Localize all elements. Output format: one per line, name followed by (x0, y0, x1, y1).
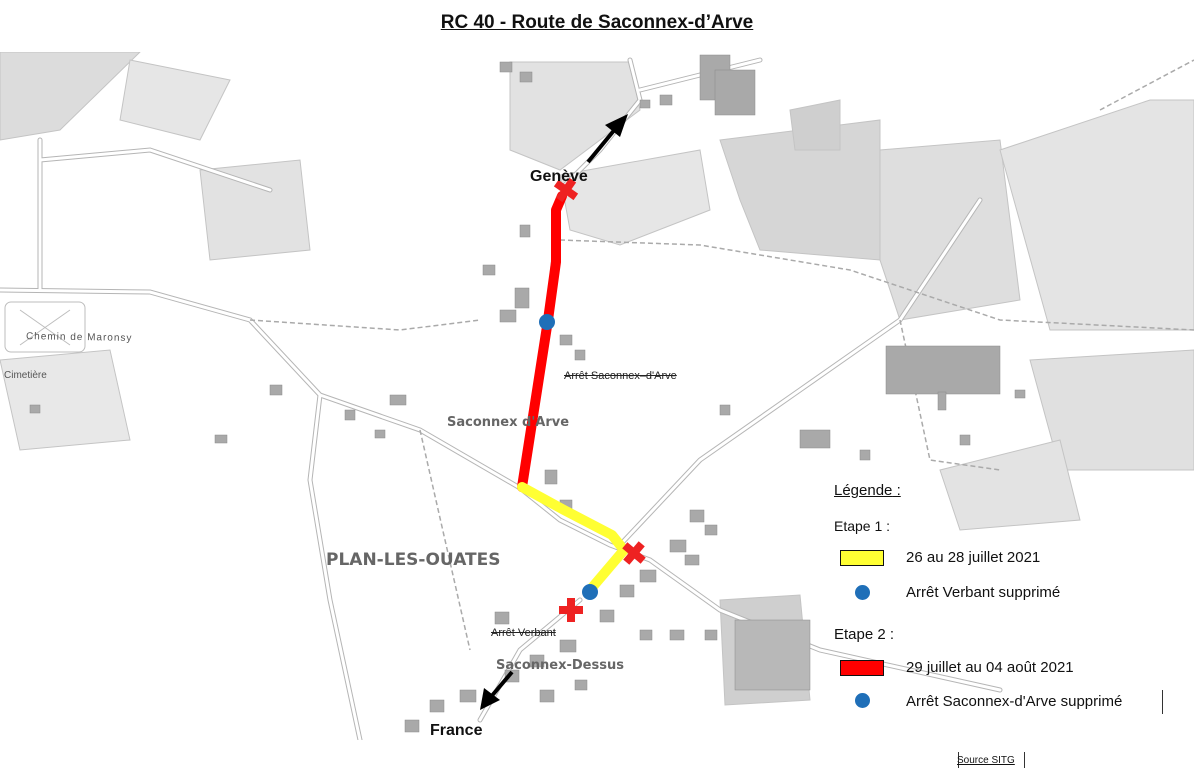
legend-step1-label: Etape 1 : (834, 518, 891, 534)
legend-stage1-period: 26 au 28 juillet 2021 (906, 549, 1041, 566)
stage2-road-segment (522, 196, 562, 487)
legend-stop-verbant-dot (855, 585, 870, 600)
legend-stop-saconnex-text: Arrêt Saconnex-d'Arve supprimé (906, 693, 1123, 710)
legend-stop-verbant-text: Arrêt Verbant supprimé (906, 584, 1061, 601)
map-title: RC 40 - Route de Saconnex-d’Arve (440, 12, 754, 33)
label-chemin-maronsy: Chemin de Maronsy (25, 331, 133, 344)
label-plan-les-ouates: PLAN-LES-OUATES (326, 550, 501, 570)
bus-stop-verbant-marker[interactable] (582, 584, 598, 600)
label-saconnex-dessus: Saconnex-Dessus (496, 658, 624, 673)
source-bar-right (1024, 752, 1025, 768)
cemetery (5, 302, 85, 352)
label-geneve: Genève (530, 168, 588, 185)
label-saconnex-arve: Saconnex d'Arve (447, 415, 570, 430)
legend-cursor-bar (1162, 690, 1163, 714)
bus-stop-saconnex-marker[interactable] (539, 314, 555, 330)
label-cimetiere: Cimetière (4, 370, 47, 381)
arrow-france-icon (480, 672, 512, 710)
basemap (0, 52, 1194, 740)
label-stop-saconnex: Arrêt Saconnex–d'Arve (564, 370, 677, 382)
legend-step2-label: Etape 2 : (834, 626, 895, 643)
label-france: France (430, 722, 483, 739)
legend-stage1-swatch (840, 550, 884, 566)
label-stop-verbant: Arrêt Verbant (491, 627, 556, 639)
legend-stage2-period: 29 juillet au 04 août 2021 (906, 659, 1074, 676)
legend-stop-saconnex-dot (855, 693, 870, 708)
legend-heading: Légende : (834, 482, 901, 499)
map-canvas[interactable] (0, 52, 1194, 740)
source-credit: Source SITG (957, 755, 1015, 766)
legend-stage2-swatch (840, 660, 884, 676)
